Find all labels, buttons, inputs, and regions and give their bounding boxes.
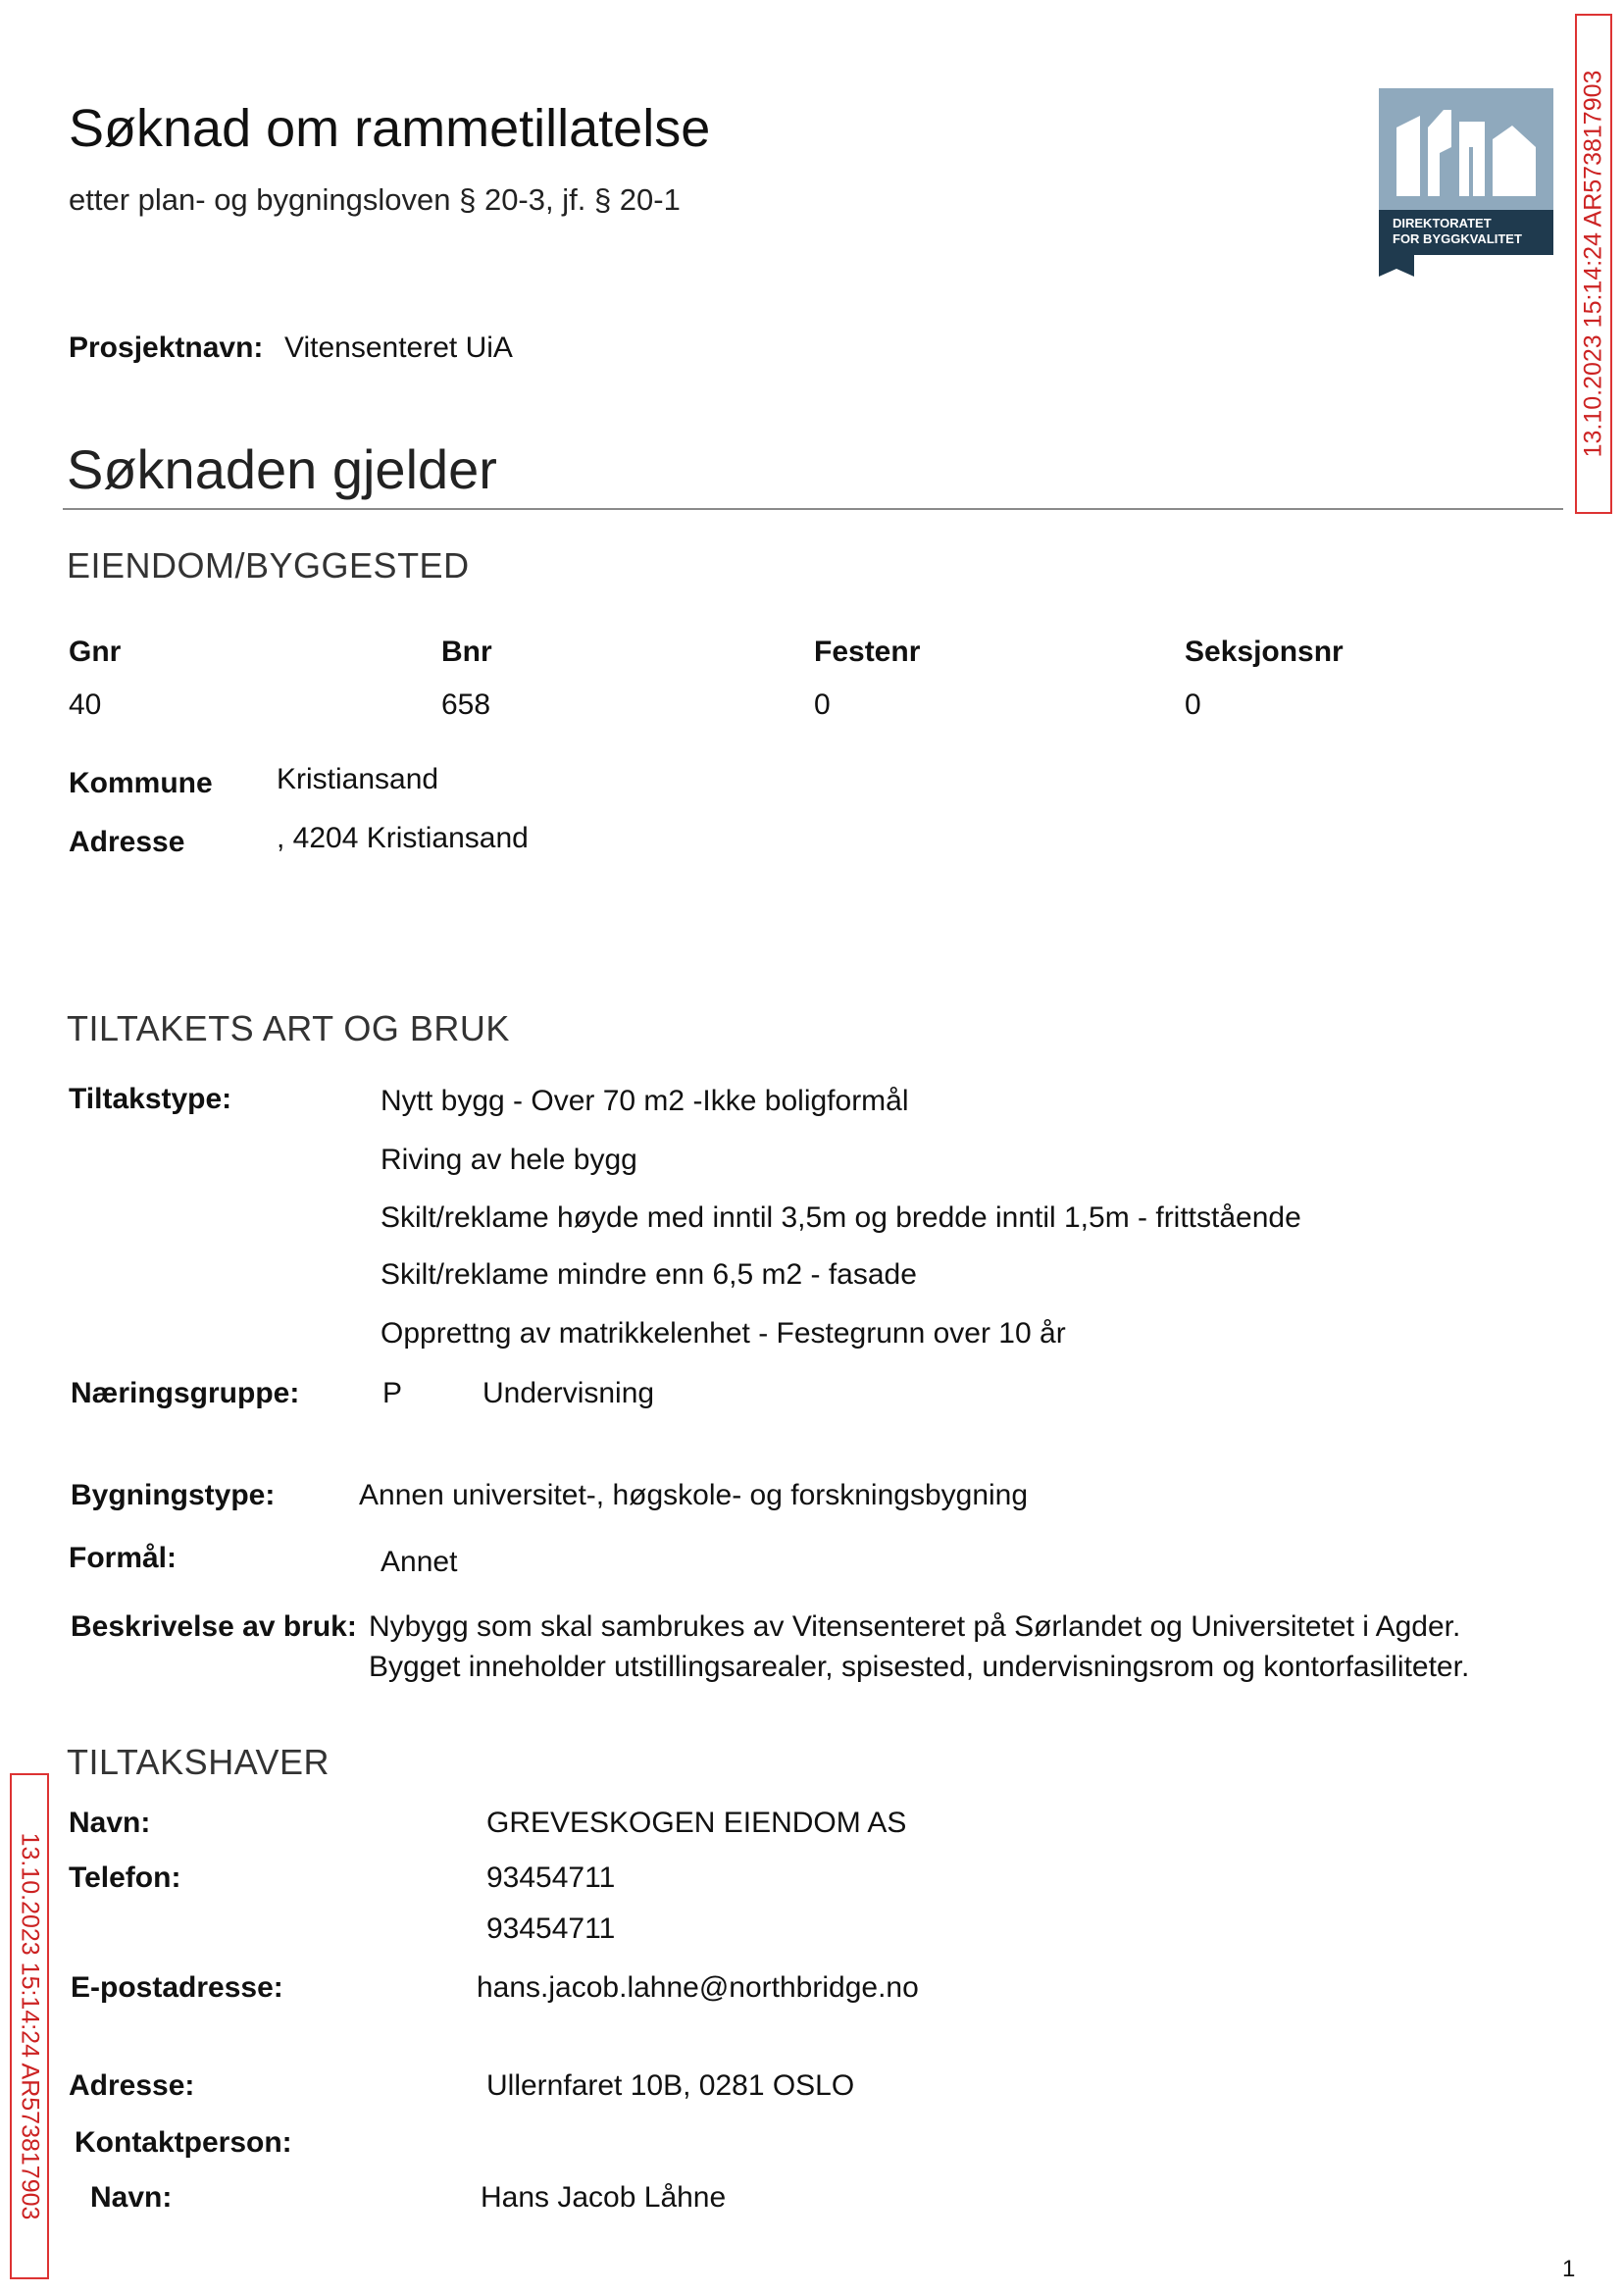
tiltakstype-label: Tiltakstype:	[69, 1083, 232, 1115]
beskrivelse-line2: Bygget inneholder utstillingsarealer, spisested, undervisningsrom og kontorfasiliteter.	[369, 1651, 1470, 1683]
bnr-value: 658	[441, 688, 491, 721]
owner-phone-label: Telefon:	[69, 1861, 181, 1894]
formal-value: Annet	[381, 1546, 458, 1578]
naeringsgruppe-value: Undervisning	[482, 1377, 655, 1409]
festenr-value: 0	[814, 688, 831, 721]
tiltakstype-item: Opprettng av matrikkelenhet - Festegrunn over 10 år	[381, 1317, 1066, 1350]
heading-divider	[63, 508, 1563, 510]
formal-label: Formål:	[69, 1542, 178, 1574]
property-section-title: EIENDOM/BYGGESTED	[67, 545, 470, 586]
logo-text-line1: DIREKTORATET	[1393, 216, 1492, 230]
owner-phone-value: 93454711	[486, 1912, 616, 1945]
gnr-value: 40	[69, 688, 102, 721]
beskrivelse-line1: Nybygg som skal sambrukes av Vitensenteret på Sørlandet og Universitetet i Agder.	[369, 1610, 1461, 1643]
owner-email-label: E-postadresse:	[71, 1971, 283, 2004]
project-name-label: Prosjektnavn:	[69, 331, 264, 364]
timestamp-stamp-top	[1575, 14, 1612, 514]
owner-email-value: hans.jacob.lahne@northbridge.no	[477, 1971, 919, 2004]
adresse-label: Adresse	[69, 826, 185, 858]
seksjonsnr-value: 0	[1185, 688, 1201, 721]
page-title: Søknad om rammetillatelse	[69, 99, 711, 158]
timestamp-stamp-left	[10, 1773, 49, 2279]
owner-phone-value: 93454711	[486, 1861, 616, 1894]
tiltakstype-item: Skilt/reklame mindre enn 6,5 m2 - fasade	[381, 1258, 917, 1291]
tiltakstype-item: Nytt bygg - Over 70 m2 -Ikke boligformål	[381, 1085, 909, 1117]
contact-name-label: Navn:	[90, 2181, 173, 2214]
bygningstype-label: Bygningstype:	[71, 1479, 276, 1511]
logo-text-line2: FOR BYGGKVALITET	[1393, 231, 1522, 246]
naeringsgruppe-label: Næringsgruppe:	[71, 1377, 300, 1409]
timestamp-stamp-text: 13.10.2023 15:14:24 AR573817903	[1579, 70, 1607, 458]
owner-name-label: Navn:	[69, 1807, 151, 1839]
seksjonsnr-label: Seksjonsnr	[1185, 636, 1344, 668]
owner-name-value: GREVESKOGEN EIENDOM AS	[486, 1807, 907, 1839]
contact-name-value: Hans Jacob Låhne	[481, 2181, 727, 2214]
bygningstype-value: Annen universitet-, høgskole- og forskningsbygning	[359, 1479, 1029, 1511]
adresse-value: , 4204 Kristiansand	[277, 822, 529, 854]
contact-person-label: Kontaktperson:	[75, 2126, 292, 2159]
festenr-label: Festenr	[814, 636, 921, 668]
bnr-label: Bnr	[441, 636, 492, 668]
project-name-value: Vitensenteret UiA	[284, 331, 513, 364]
section-heading: Søknaden gjelder	[67, 438, 497, 500]
kommune-value: Kristiansand	[277, 763, 439, 795]
page-number: 1	[1562, 2256, 1576, 2282]
owner-address-value: Ullernfaret 10B, 0281 OSLO	[486, 2069, 855, 2102]
owner-section-title: TILTAKSHAVER	[67, 1742, 330, 1782]
owner-address-label: Adresse:	[69, 2069, 195, 2102]
measure-section-title: TILTAKETS ART OG BRUK	[67, 1008, 510, 1048]
tiltakstype-item: Skilt/reklame høyde med inntil 3,5m og bredde inntil 1,5m - frittstående	[381, 1201, 1301, 1234]
timestamp-stamp-text: 13.10.2023 15:14:24 AR573817903	[16, 1832, 44, 2220]
naeringsgruppe-code: P	[382, 1377, 403, 1409]
beskrivelse-label: Beskrivelse av bruk:	[71, 1610, 357, 1643]
kommune-label: Kommune	[69, 767, 213, 799]
gnr-label: Gnr	[69, 636, 122, 668]
tiltakstype-item: Riving av hele bygg	[381, 1144, 637, 1176]
dibk-logo	[1379, 88, 1553, 277]
page-subtitle: etter plan- og bygningsloven § 20-3, jf. § 20-1	[69, 182, 681, 217]
